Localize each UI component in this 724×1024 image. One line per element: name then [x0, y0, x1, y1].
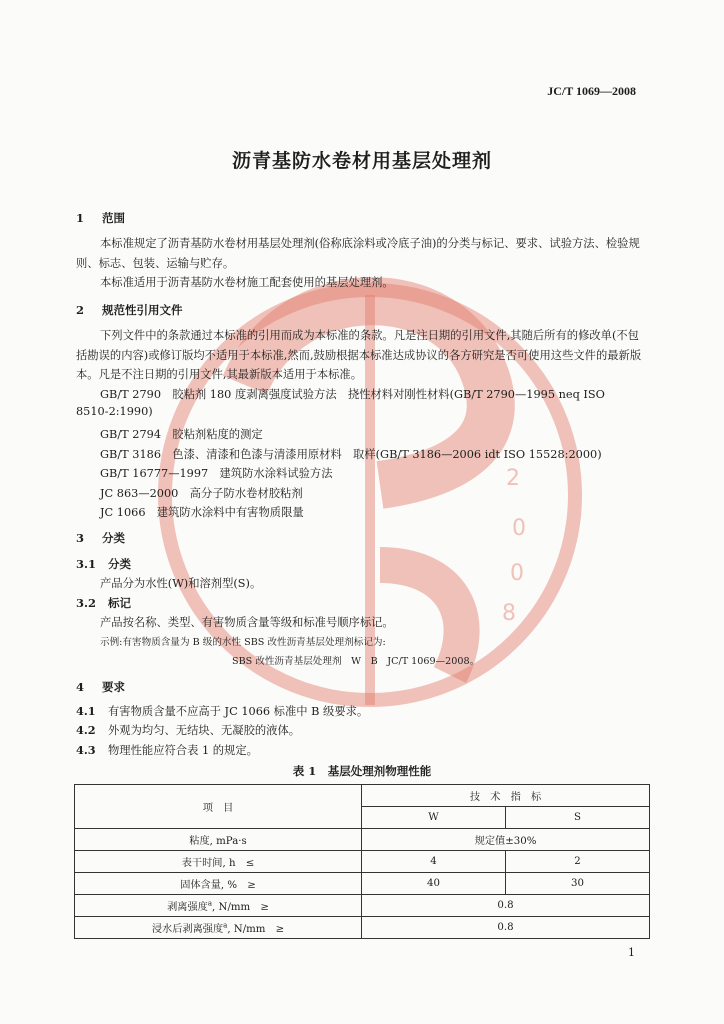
standard-code: JC/T 1069—2008: [547, 84, 636, 98]
section-title: 范围: [102, 211, 125, 225]
reference-item: JC 863—2000 高分子防水卷材胶粘剂: [100, 487, 303, 500]
row-item-unit: , N/mm ≥: [227, 924, 285, 935]
header-col-w: W: [362, 807, 506, 829]
requirement-text: 有害物质含量不应高于 JC 1066 标准中 B 级要求。: [108, 705, 369, 718]
table-row: [75, 917, 650, 939]
row-value-w: 4: [362, 851, 506, 873]
footnote-marker: a: [207, 899, 213, 908]
marking-example-label: 示例:有害物质含量为 B 级的水性 SBS 改性沥青基层处理剂标记为:: [100, 637, 386, 648]
requirement-number: 4.3: [76, 743, 96, 757]
section-title: 要求: [102, 680, 125, 694]
section-number: 3.1: [76, 557, 97, 571]
header-spec: 技 术 指 标: [362, 785, 650, 807]
row-item-label: 剥离强度: [167, 902, 208, 913]
table-header-row: [75, 785, 650, 807]
requirement-text: 外观为均匀、无结块、无凝胶的液体。: [108, 724, 301, 737]
header-col-s: S: [506, 807, 650, 829]
requirement-item: [76, 722, 300, 738]
section-title: 规范性引用文件: [102, 303, 183, 317]
row-value-s: 30: [506, 873, 650, 895]
physical-properties-table: [74, 784, 650, 939]
section-3-2-heading: [76, 595, 131, 611]
section-1-paragraph-2: 本标准适用于沥青基防水卷材施工配套使用的基层处理剂。: [100, 276, 394, 289]
row-value-s: 2: [506, 851, 650, 873]
table-row: [75, 895, 650, 917]
watermark-digit: 0: [512, 516, 526, 541]
reference-item: JC 1066 建筑防水涂料中有害物质限量: [100, 506, 304, 519]
reference-item: GB/T 3186 色漆、清漆和色漆与清漆用原材料 取样(GB/T 3186—2006 idt ISO 15528:2000): [100, 448, 602, 461]
requirement-item: [76, 742, 258, 758]
row-item: [75, 895, 362, 917]
row-item: 表干时间, h ≤: [75, 851, 362, 873]
section-number: 4: [76, 680, 85, 694]
footnote-marker: a: [223, 921, 228, 930]
watermark-digit: 2: [506, 466, 520, 491]
reference-item: GB/T 16777—1997 建筑防水涂料试验方法: [100, 467, 333, 480]
section-3-heading: [76, 530, 125, 546]
page-number: 1: [628, 946, 635, 959]
section-title: 分类: [108, 557, 131, 571]
watermark-digit: 8: [502, 601, 516, 626]
section-1-heading: [76, 210, 125, 226]
row-item: 固体含量, % ≥: [75, 873, 362, 895]
header-item: 项 目: [75, 785, 362, 829]
document-title: 沥青基防水卷材用基层处理剂: [231, 150, 492, 172]
section-4-heading: [76, 679, 125, 695]
reference-item: 8510-2:1990): [76, 405, 153, 418]
requirement-number: 4.1: [76, 704, 96, 718]
section-3-1-text: 产品分为水性(W)和溶剂型(S)。: [100, 577, 262, 590]
section-number: 1: [76, 211, 85, 225]
row-item-unit: , N/mm ≥: [212, 902, 269, 913]
reference-item: GB/T 2790 胶粘剂 180 度剥离强度试验方法 挠性材料对刚性材料(GB/T 2790—1995 neq ISO: [100, 388, 605, 401]
section-2-heading: [76, 302, 183, 318]
section-3-2-text: 产品按名称、类型、有害物质含量等级和标准号顺序标记。: [100, 616, 394, 629]
section-number: 2: [76, 303, 85, 317]
row-merged-value: 0.8: [362, 917, 650, 939]
row-merged-value: 规定值±30%: [362, 829, 650, 851]
row-item: [75, 917, 362, 939]
section-1-paragraph-1: 本标准规定了沥青基防水卷材用基层处理剂(俗称底涂料或冷底子油)的分类与标记、要求、试验方法、检验规则、标志、包装、运输与贮存。: [76, 237, 640, 270]
row-merged-value: 0.8: [362, 895, 650, 917]
table-row: [75, 851, 650, 873]
table-row: [75, 829, 650, 851]
section-title: 分类: [102, 531, 125, 545]
section-number: 3.2: [76, 596, 97, 610]
section-title: 标记: [108, 596, 131, 610]
section-2-paragraph-1: 下列文件中的条款通过本标准的引用而成为本标准的条款。凡是注日期的引用文件,其随后所有的修改单(不包括勘误的内容)或修订版均不适用于本标准,然而,鼓励根据本标准达成协议的各方研究是否可使用这些文件的最新版本。凡是不注日期的引用文件,其最新版本适用于本标准。: [76, 329, 642, 381]
row-value-w: 40: [362, 873, 506, 895]
requirement-text: 物理性能应符合表 1 的规定。: [108, 744, 258, 757]
watermark-digit: 0: [510, 561, 524, 586]
row-item-label: 浸水后剥离强度: [151, 924, 224, 935]
table-row: [75, 873, 650, 895]
requirement-item: [76, 703, 368, 719]
table-caption: 表 1 基层处理剂物理性能: [292, 764, 432, 778]
reference-item: GB/T 2794 胶粘剂粘度的测定: [100, 428, 263, 441]
row-item: 粘度, mPa·s: [75, 829, 362, 851]
section-3-1-heading: [76, 556, 131, 572]
requirement-number: 4.2: [76, 723, 96, 737]
section-number: 3: [76, 531, 85, 545]
marking-example: SBS 改性沥青基层处理剂 W B JC/T 1069—2008。: [232, 656, 480, 667]
